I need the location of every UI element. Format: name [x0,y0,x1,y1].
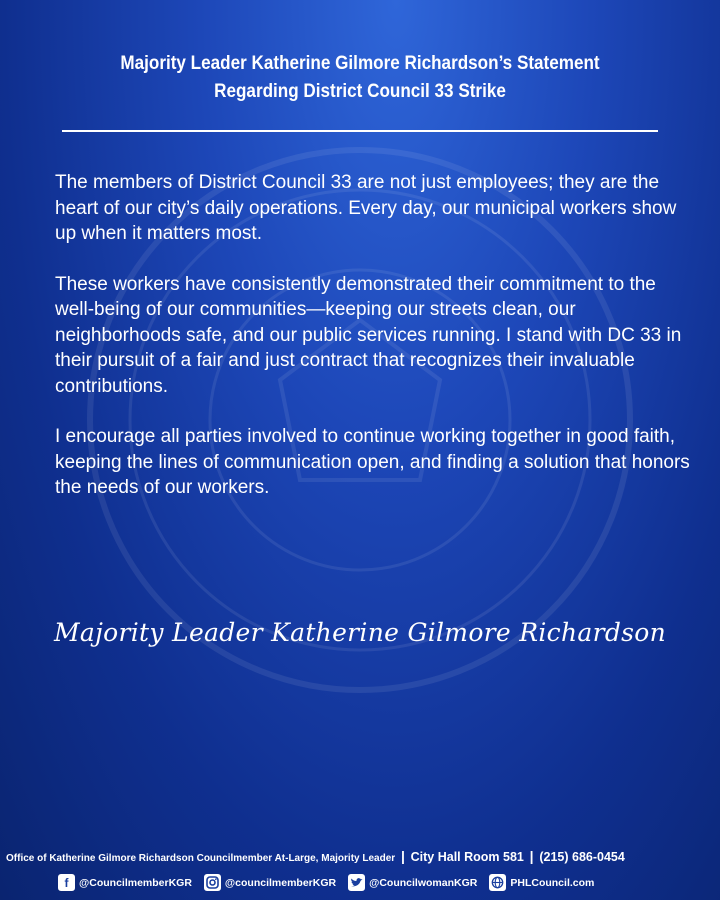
social-website[interactable] [489,874,594,891]
page-title [72,50,648,106]
facebook-icon: f [58,874,75,891]
title-line-1: Majority Leader Katherine Gilmore Richardson’s Statement [120,53,600,74]
statement-paragraph-2: These workers have consistently demonstrated their commitment to the well-being of our communities—keeping our streets clean, our neighborhoods safe, and our public services running. I stand with DC 33 in their pursuit of a fair and just contract that recognizes their invaluable contributions. [55,273,682,397]
social-facebook[interactable] [58,874,192,891]
statement-paragraph-1: The members of District Council 33 are not just employees; they are the heart of our city’s daily operations. Every day, our municipal workers show up when it matters most. [55,172,677,244]
twitter-icon [348,874,365,891]
facebook-handle[interactable]: @CouncilmemberKGR [79,876,192,889]
office-location: City Hall Room 581 [410,850,524,864]
footer-separator: | [529,848,534,864]
social-twitter[interactable] [348,874,477,891]
instagram-handle[interactable]: @councilmemberKGR [224,876,337,889]
twitter-handle[interactable]: @CouncilwomanKGR [369,876,478,889]
office-name: Office of Katherine Gilmore Richardson Councilmember At-Large, Majority Leader [6,853,396,864]
website-link[interactable]: PHLCouncil.com [510,876,595,889]
office-phone[interactable]: (215) 686-0454 [539,850,625,864]
footer-separator: | [400,848,405,864]
social-instagram[interactable] [204,874,336,891]
instagram-icon [204,874,221,891]
statement-paragraph-3: I encourage all parties involved to continue working together in good faith, keeping the lines of communication open, and finding a solution that honors the needs of our workers. [55,426,690,498]
statement-body [55,170,695,526]
title-line-2: Regarding District Council 33 Strike [214,81,506,102]
globe-icon [489,874,506,891]
social-links [58,874,606,891]
footer-office-line [6,848,716,864]
signature: Majority Leader Katherine Gilmore Richardson [53,618,667,647]
title-divider [62,130,658,132]
